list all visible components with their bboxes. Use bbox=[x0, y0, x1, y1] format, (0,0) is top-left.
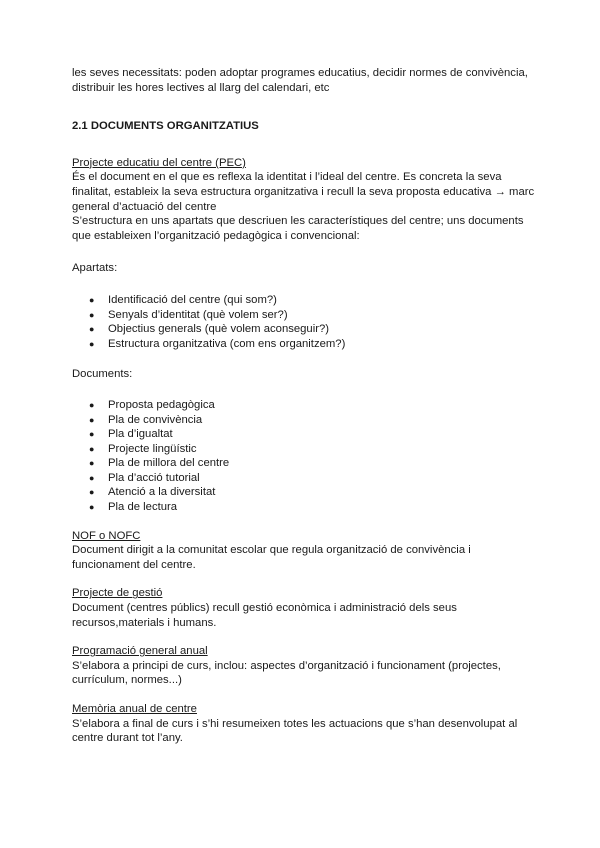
bullet-icon: ● bbox=[89, 458, 95, 469]
bullet-icon: ● bbox=[89, 309, 95, 320]
list-item: ● Senyals d’identitat (què volem ser?) bbox=[89, 308, 288, 321]
nof-line-2: funcionament del centre. bbox=[72, 558, 196, 571]
documents-list bbox=[72, 398, 542, 515]
nof-title: NOF o NOFC bbox=[72, 529, 141, 542]
section-heading: 2.1 DOCUMENTS ORGANITZATIUS bbox=[72, 120, 259, 133]
list-item: ● Identificació del centre (qui som?) bbox=[89, 293, 277, 306]
list-item: ● Pla d’igualtat bbox=[89, 428, 173, 441]
list-item: ● Proposta pedagògica bbox=[89, 398, 215, 411]
documents-label: Documents: bbox=[72, 368, 133, 381]
bullet-icon: ● bbox=[89, 487, 95, 498]
pec-line-5: que estableixen l’organització pedagògica i convencional: bbox=[72, 229, 360, 242]
list-item: ● Atenció a la diversitat bbox=[89, 486, 216, 499]
pec-line-1: És el document en el que es reflexa la identitat i l’ideal del centre. Es concreta la seva bbox=[72, 171, 502, 184]
pec-line-4: S’estructura en uns apartats que descriuen les característiques del centre; uns documents bbox=[72, 215, 524, 228]
apartats-label: Apartats: bbox=[72, 262, 118, 275]
list-item: ● Pla de convivència bbox=[89, 413, 203, 426]
bullet-icon: ● bbox=[89, 443, 95, 454]
list-item: ● Pla de millora del centre bbox=[89, 457, 230, 470]
list-item: ● Pla de lectura bbox=[89, 501, 178, 514]
bullet-icon: ● bbox=[89, 324, 95, 335]
pec-line-2: finalitat, estableix la seva estructura organitzativa i recull la seva proposta educativa → marc bbox=[72, 185, 535, 198]
bullet-icon: ● bbox=[89, 472, 95, 483]
memoria-title: Memòria anual de centre bbox=[72, 703, 197, 715]
intro-line-1: les seves necessitats: poden adoptar programes educatius, decidir normes de convivència, bbox=[72, 67, 528, 79]
pga-line-2: currículum, normes...) bbox=[72, 674, 182, 687]
bullet-icon: ● bbox=[89, 429, 95, 440]
list-item: ● Objectius generals (què volem aconseguir?) bbox=[89, 323, 330, 336]
gestio-line-2: recursos,materials i humans. bbox=[72, 616, 217, 629]
bullet-icon: ● bbox=[89, 414, 95, 425]
apartats-list bbox=[72, 293, 542, 351]
pec-title: Projecte educatiu del centre (PEC) bbox=[72, 156, 246, 169]
list-item: ● Estructura organitzativa (com ens organitzem?) bbox=[89, 337, 346, 350]
document-page bbox=[72, 66, 542, 746]
nof-line-1: Document dirigit a la comunitat escolar que regula organització de convivència i bbox=[72, 544, 471, 557]
memoria-line-2: centre durant tot l’any. bbox=[72, 732, 183, 745]
memoria-line-1: S’elabora a final de curs i s’hi resumeixen totes les actuacions que s’han desenvolupat al bbox=[72, 717, 518, 730]
bullet-icon: ● bbox=[89, 502, 95, 513]
bullet-icon: ● bbox=[89, 294, 95, 305]
bullet-icon: ● bbox=[89, 399, 95, 410]
pga-line-1: S’elabora a principi de curs, inclou: aspectes d’organització i funcionament (projectes, bbox=[72, 659, 501, 672]
pga-title: Programació general anual bbox=[72, 645, 208, 658]
bullet-icon: ● bbox=[89, 338, 95, 349]
list-item: ● Pla d’acció tutorial bbox=[89, 471, 200, 484]
pec-line-3: general d’actuació del centre bbox=[72, 200, 217, 213]
intro-line-2: distribuir les hores lectives al llarg del calendari, etc bbox=[72, 81, 330, 94]
gestio-title: Projecte de gestió bbox=[72, 587, 163, 600]
list-item: ● Projecte lingüístic bbox=[89, 442, 197, 455]
gestio-line-1: Document (centres públics) recull gestió econòmica i administració dels seus bbox=[72, 602, 457, 615]
